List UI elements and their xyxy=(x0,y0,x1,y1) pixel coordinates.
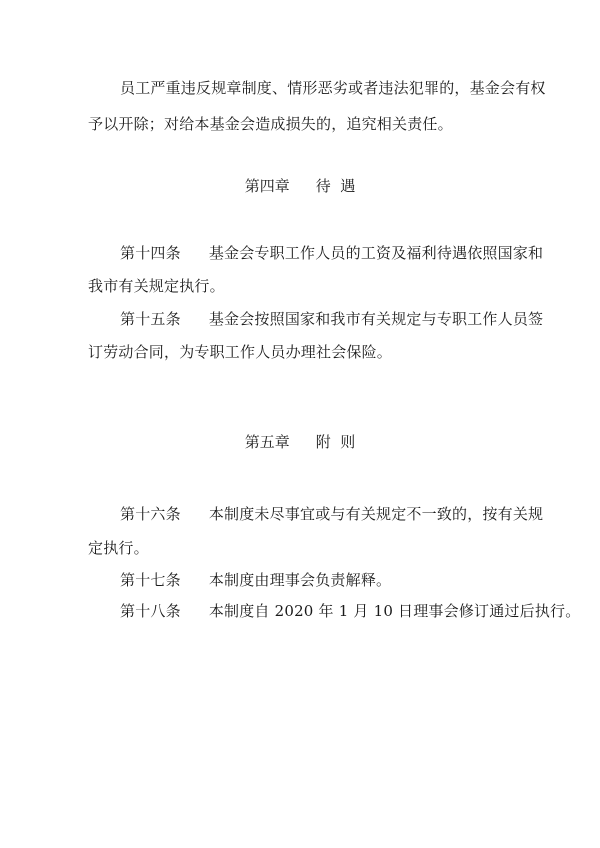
chapter-heading xyxy=(0,176,600,196)
article-text: 本制度由理事会负责解释。 xyxy=(208,571,392,589)
article-line xyxy=(88,342,392,362)
article-text: 基金会专职工作人员的工资及福利待遇依照国家和 xyxy=(208,244,544,262)
article-label: 第十六条 xyxy=(120,505,181,523)
article-line xyxy=(120,504,543,524)
article-label: 第十七条 xyxy=(120,571,181,589)
chapter-number: 第四章 xyxy=(244,177,290,195)
paragraph-text: 员工严重违反规章制度、情形恶劣或者违法犯罪的，基金会有权 xyxy=(120,79,546,97)
chapter-title: 待 遇 xyxy=(315,177,356,195)
chapter-heading xyxy=(0,432,600,452)
article-line xyxy=(88,538,149,558)
article-label: 第十八条 xyxy=(120,602,181,620)
paragraph-line xyxy=(120,78,546,98)
article-label: 第十五条 xyxy=(120,310,181,328)
article-text: 定执行。 xyxy=(88,539,149,557)
article-line xyxy=(120,601,580,621)
article-label: 第十四条 xyxy=(120,244,181,262)
chapter-number: 第五章 xyxy=(244,433,290,451)
article-text: 本制度自 2020 年 1 月 10 日理事会修订通过后执行。 xyxy=(208,602,581,620)
paragraph-line xyxy=(88,114,453,134)
article-line xyxy=(120,243,543,263)
article-text: 我市有关规定执行。 xyxy=(88,277,225,295)
article-line xyxy=(120,309,543,329)
paragraph-text: 予以开除；对给本基金会造成损失的，追究相关责任。 xyxy=(88,115,453,133)
article-line xyxy=(88,276,225,296)
article-text: 订劳动合同，为专职工作人员办理社会保险。 xyxy=(88,343,393,361)
article-line xyxy=(120,570,391,590)
article-text: 基金会按照国家和我市有关规定与专职工作人员签 xyxy=(208,310,544,328)
chapter-title: 附 则 xyxy=(315,433,356,451)
article-text: 本制度未尽事宜或与有关规定不一致的，按有关规 xyxy=(208,505,544,523)
